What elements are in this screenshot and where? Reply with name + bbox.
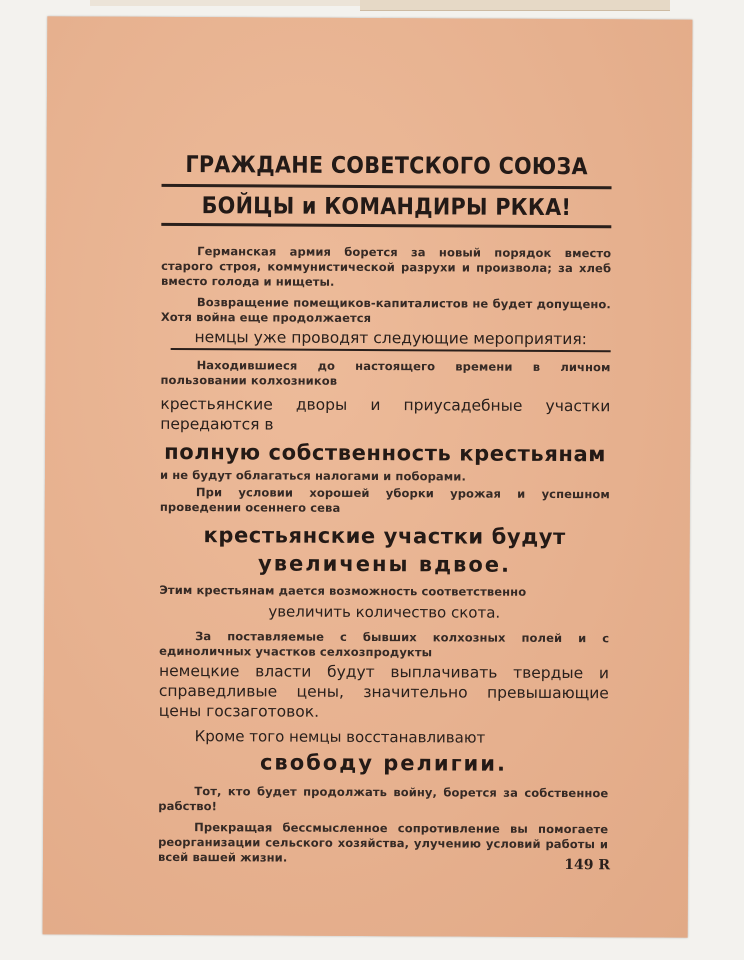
paragraph-17: Прекращая бессмысленное сопротивление вы помогаете реорганизации сельского хозяйства, улучению условий работы и всей вашей жизни. <box>157 820 609 865</box>
background-paper-edge <box>360 0 670 11</box>
paragraph-8: При условии хорошей уборки урожая и успешном проведении осеннего сева <box>159 485 610 515</box>
paragraph-4: Находившиеся до настоящего времени в личном пользовании колхозников <box>160 358 611 388</box>
paragraph-12: За поставляемые с бывших колхозных полей и с единоличных участков селхозпродукты <box>159 629 610 660</box>
paragraph-16: Тот, кто будет продолжать войну, борется за собственное рабство! <box>158 784 609 814</box>
paragraph-13: немецкие власти будут выплачивать твердые и справедливые цены, значительно превышающие цены госзаготовок. <box>158 661 610 721</box>
leaflet-code: 149 R <box>564 857 611 874</box>
paragraph-3-underlined: немцы уже проводят следующие мероприятия: <box>171 328 611 352</box>
paragraph-14: Кроме того немцы восстанавливают <box>194 727 486 747</box>
paragraph-11: увеличить количество скота. <box>268 602 501 622</box>
paragraph-10: Этим крестьянам дается возможность соответственно <box>159 582 527 599</box>
paragraph-7: и не будут облагаться налогами и поборами. <box>159 467 466 484</box>
paragraph-9b-emphasis: увеличены вдвое. <box>257 551 512 577</box>
background-paper-edge <box>90 0 360 6</box>
paragraph-5: крестьянские дворы и приусадебные участки передаются в <box>160 394 611 434</box>
leaflet-content <box>158 152 612 867</box>
paragraph-15-emphasis: свободу религии. <box>259 750 508 776</box>
leaflet-paper <box>43 16 693 937</box>
paragraph-9a-emphasis: крестьянские участки будут <box>203 523 566 550</box>
leaflet-heading-2: БОЙЦЫ и КОМАНДИРЫ РККА! <box>161 191 611 228</box>
paragraph-1: Германская армия борется за новый порядок вместо старого строя, коммунистической разрухи и произвола; за хлеб вместо голода и нищеты. <box>160 244 612 289</box>
paragraph-2: Возвращение помещиков-капиталистов не будет допущено. Хотя война еще продолжается <box>160 295 611 326</box>
paragraph-6-emphasis: полную собственность крестьянам <box>164 439 607 467</box>
leaflet-heading-1: ГРАЖДАНЕ СОВЕТСКОГО СОЮЗА <box>162 152 612 189</box>
